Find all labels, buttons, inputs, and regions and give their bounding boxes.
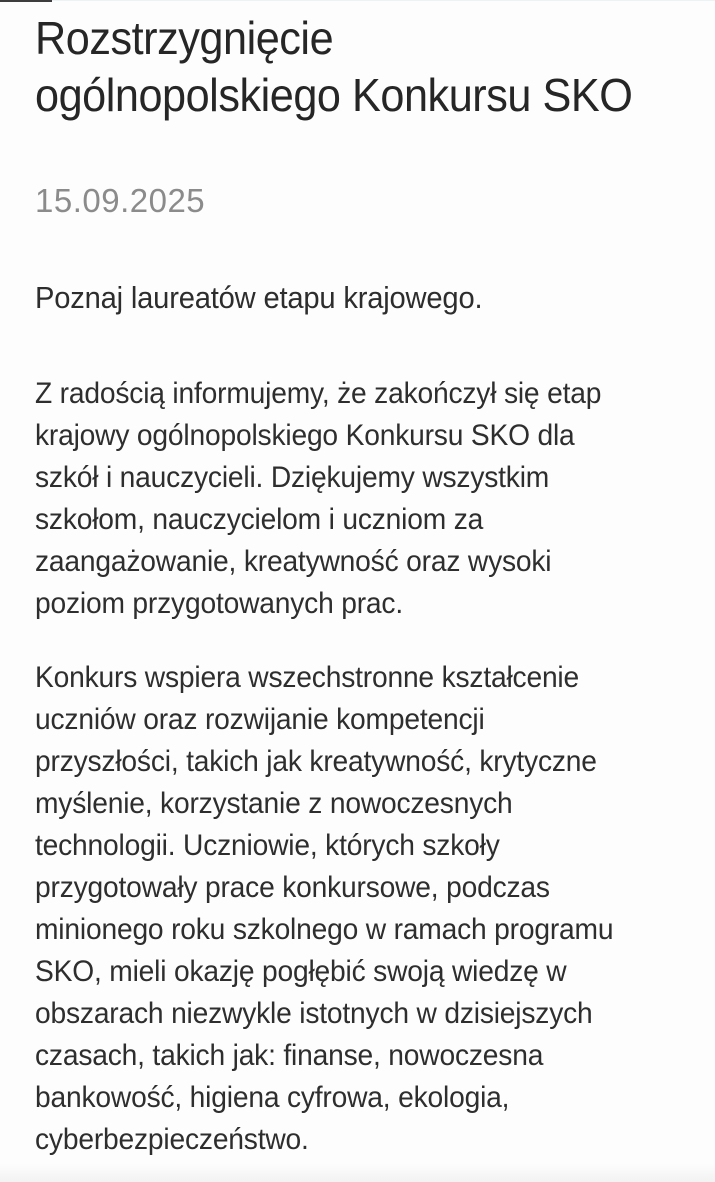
article-lead bbox=[35, 277, 680, 319]
paragraph-line: cyberbezpieczeństwo. bbox=[35, 1123, 309, 1156]
article-paragraph-2 bbox=[35, 657, 680, 1161]
page-title bbox=[35, 10, 680, 124]
paragraph-line: czasach, takich jak: finanse, nowoczesna bbox=[35, 1039, 544, 1072]
paragraph-line: zaangażowanie, kreatywność oraz wysoki bbox=[35, 545, 552, 578]
paragraph-line: Z radością informujemy, że zakończył się etap bbox=[35, 377, 602, 410]
paragraph-line: szkołom, nauczycielom i uczniom za bbox=[35, 503, 484, 536]
bottom-gradient-strip bbox=[0, 1164, 715, 1182]
paragraph-line: myślenie, korzystanie z nowoczesnych bbox=[35, 787, 513, 820]
paragraph-line: poziom przygotowanych prac. bbox=[35, 587, 403, 620]
paragraph-line: Konkurs wspiera wszechstronne kształcenie bbox=[35, 661, 580, 694]
paragraph-line: krajowy ogólnopolskiego Konkursu SKO dla bbox=[35, 419, 575, 452]
page-title-line-2: ogólnopolskiego Konkursu SKO bbox=[35, 69, 633, 121]
paragraph-line: technologii. Uczniowie, których szkoły bbox=[35, 829, 500, 862]
article-lead-text: Poznaj laureatów etapu krajowego. bbox=[35, 280, 483, 315]
paragraph-line: uczniów oraz rozwijanie kompetencji bbox=[35, 703, 485, 736]
article-date: 15.09.2025 bbox=[35, 182, 206, 219]
paragraph-line: SKO, mieli okazję pogłębić swoją wiedzę w bbox=[35, 955, 567, 988]
article-paragraph-1 bbox=[35, 373, 680, 625]
paragraph-line: obszarach niezwykle istotnych w dzisiejszych bbox=[35, 997, 593, 1030]
paragraph-line: przyszłości, takich jak kreatywność, krytyczne bbox=[35, 745, 597, 778]
page-title-line-1: Rozstrzygnięcie bbox=[35, 12, 334, 64]
paragraph-line: szkół i nauczycieli. Dziękujemy wszystkim bbox=[35, 461, 550, 494]
paragraph-line: minionego roku szkolnego w ramach programu bbox=[35, 913, 614, 946]
paragraph-line: bankowość, higiena cyfrowa, ekologia, bbox=[35, 1081, 510, 1114]
paragraph-line: przygotowały prace konkursowe, podczas bbox=[35, 871, 550, 904]
